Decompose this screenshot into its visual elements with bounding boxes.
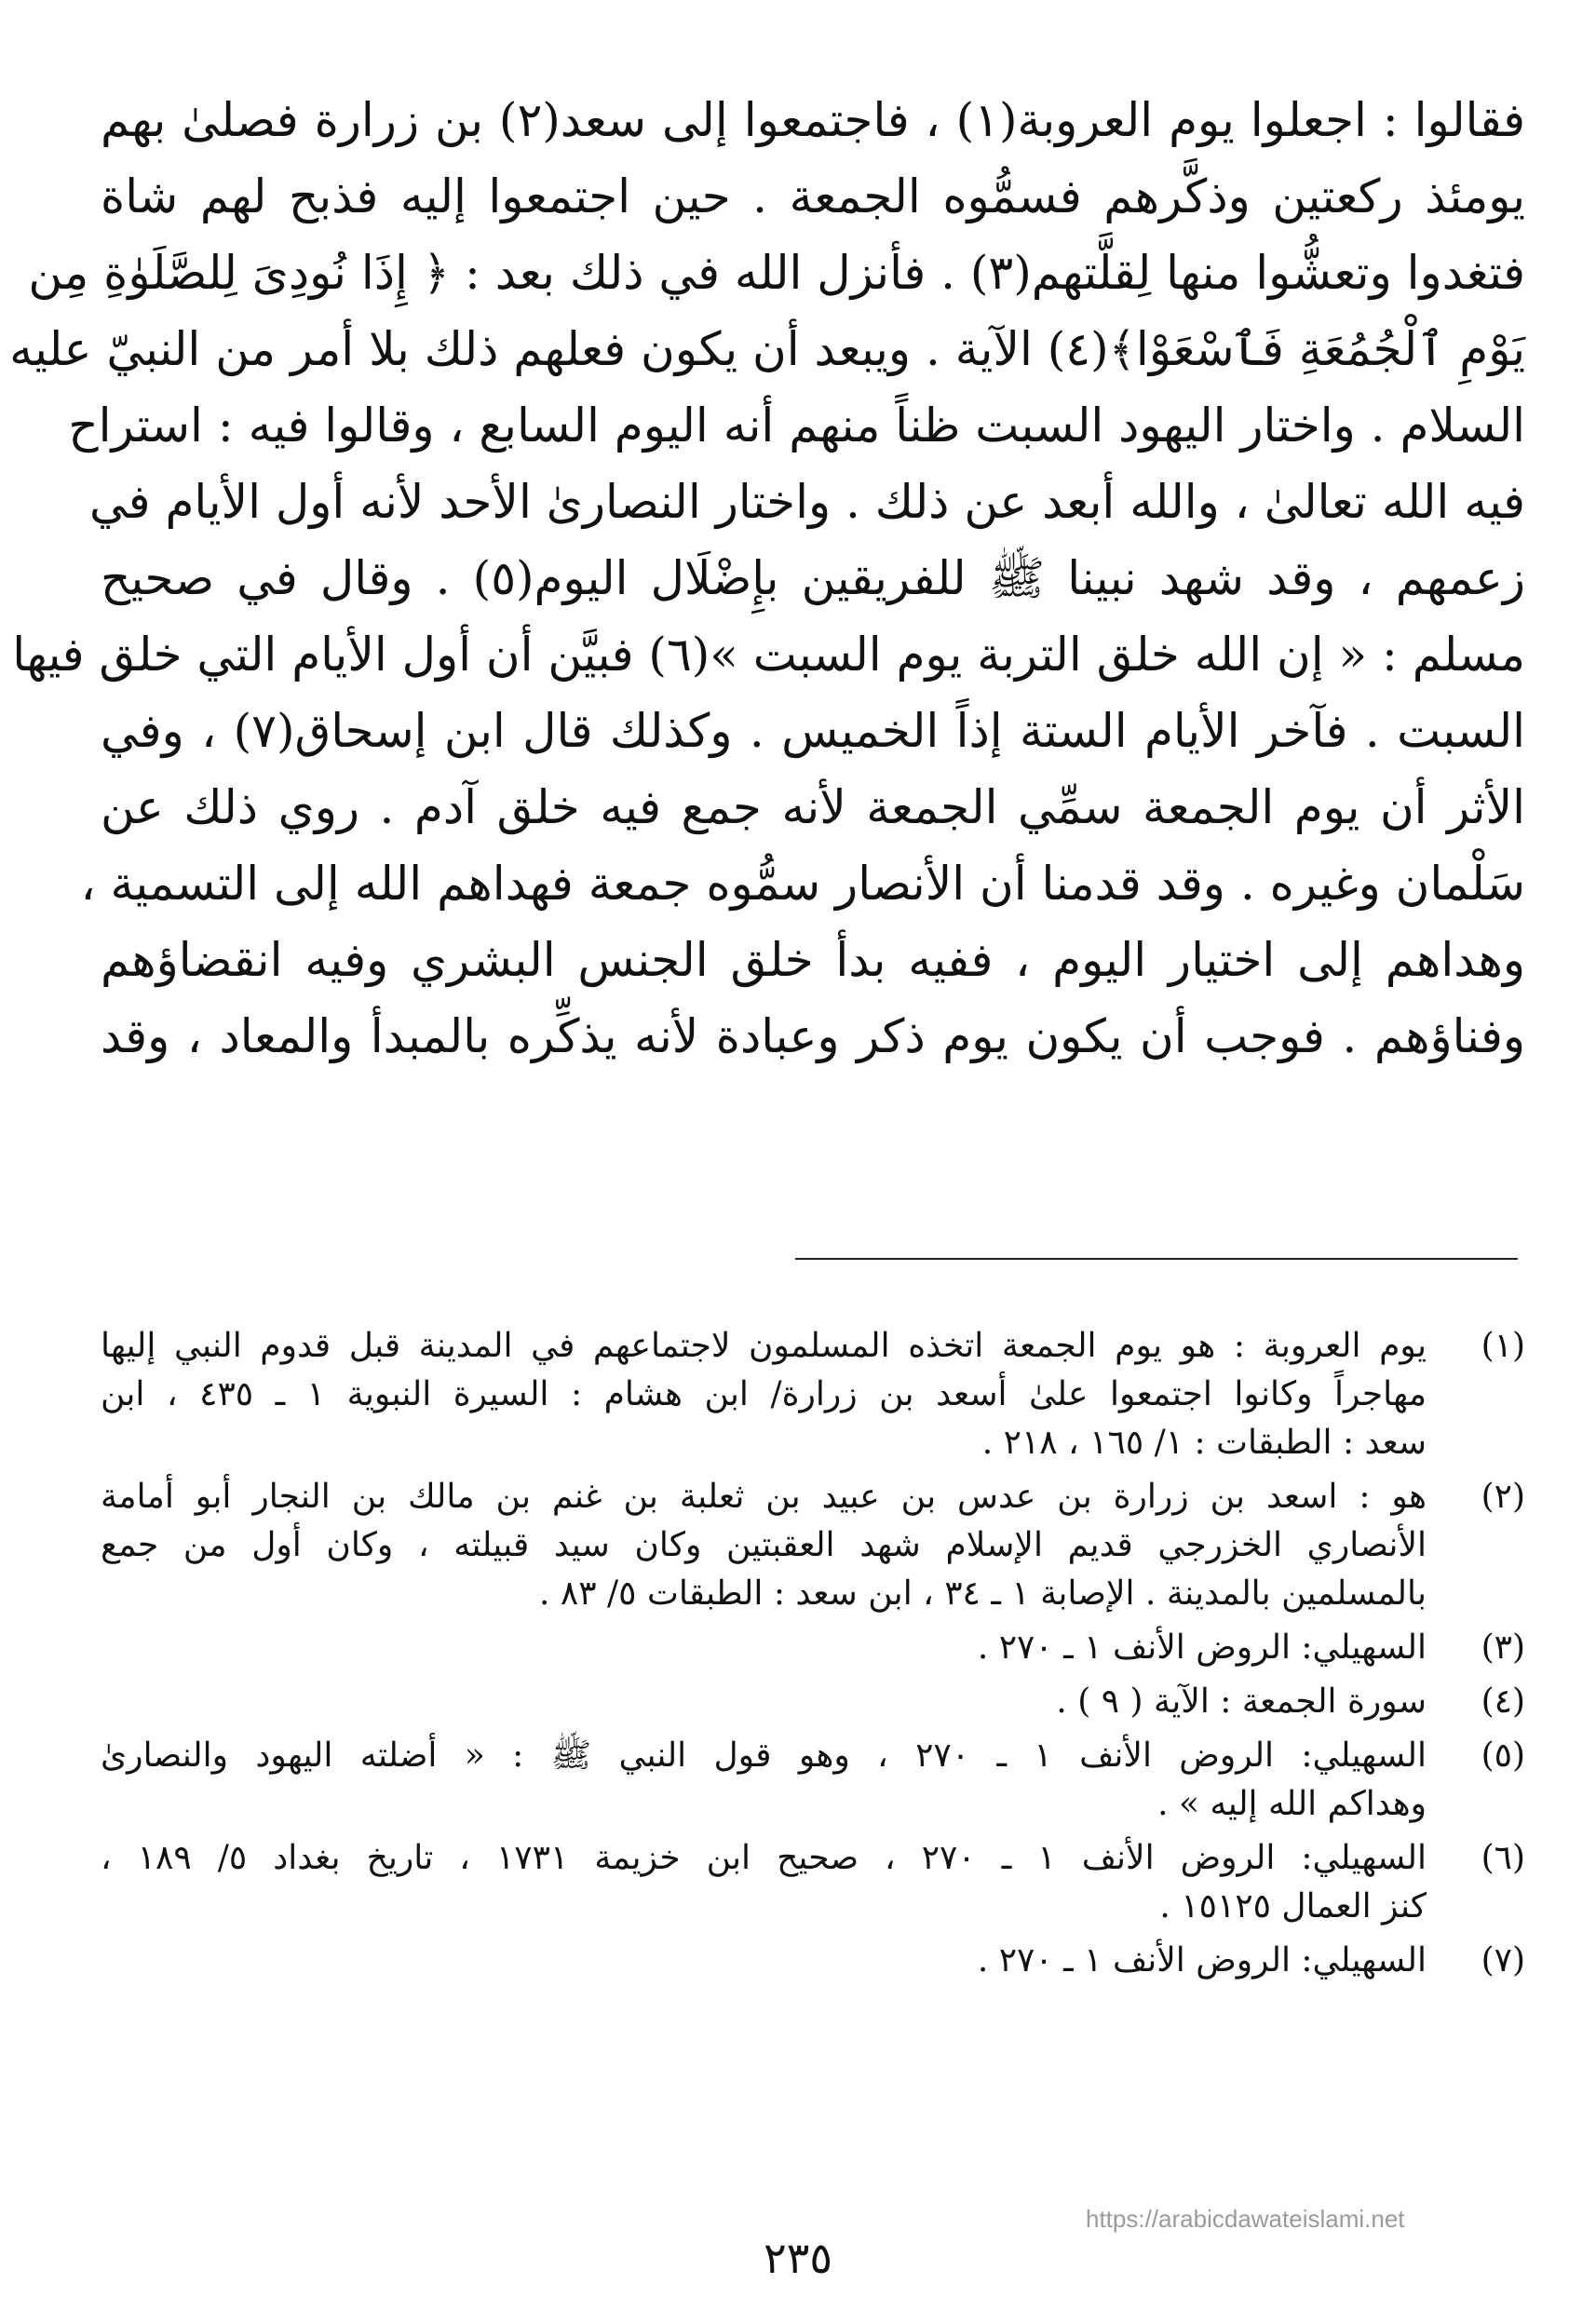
footnote-line: السهيلي: الروض الأنف ١ ـ ٢٧٠ ، وهو قول النبي ﷺ : « أضلته اليهود والنصارىٰ — [101, 1736, 1427, 1775]
footnote-line: الأنصاري الخزرجي قديم الإسلام شهد العقبتين وكان سيد قبيلته ، وكان أول من جمع — [101, 1526, 1427, 1564]
main-text — [9, 82, 1525, 1074]
body-line: مسلم : « إن الله خلق التربة يوم السبت »(٦) فبيَّن أن أول الأيام التي خلق فيها — [12, 628, 1525, 682]
footnote-line: وهداكم الله إليه » . — [1157, 1785, 1427, 1823]
footnote-1 — [101, 1322, 1525, 1467]
body-line: يومئذ ركعتين وذكَّرهم فسمُّوه الجمعة . حين اجتمعوا إليه فذبح لهم شاة — [101, 169, 1525, 223]
footnote-5 — [101, 1732, 1525, 1829]
body-line: الأثر أن يوم الجمعة سمِّي الجمعة لأنه جمع فيه خلق آدم . روي ذلك عن — [101, 780, 1525, 834]
footnote-7 — [101, 1937, 1525, 1985]
body-line: يَوْمِ ٱلْجُمُعَةِ فَٱسْعَوْا﴾(٤) الآية . ويبعد أن يكون فعلهم ذلك بلا أمر من النبيّ عليه — [9, 322, 1525, 376]
footnote-number: (٤) — [1481, 1682, 1525, 1721]
footnote-line: بالمسلمين بالمدينة . الإصابة ١ ـ ٣٤ ، ابن سعد : الطبقات ٥/ ٨٣ . — [539, 1574, 1427, 1613]
body-line: وهداهم إلى اختيار اليوم ، ففيه بدأ خلق الجنس البشري وفيه انقضاؤهم — [101, 933, 1525, 987]
footnote-3 — [101, 1624, 1525, 1672]
footnote-number: (١) — [1481, 1327, 1525, 1365]
footnote-line: سورة الجمعة : الآية ( ٩ ) . — [1056, 1682, 1427, 1721]
footnote-line: سعد : الطبقات : ١/ ١٦٥ ، ٢١٨ . — [981, 1424, 1427, 1462]
body-line: فقالوا : اجعلوا يوم العروبة(١) ، فاجتمعوا إلى سعد(٢) بن زرارة فصلىٰ بهم — [101, 93, 1525, 147]
footnotes-section — [101, 1322, 1525, 1991]
body-line: السبت . فآخر الأيام الستة إذاً الخميس . وكذلك قال ابن إسحاق(٧) ، وفي — [101, 704, 1525, 758]
watermark-url: https://arabicdawateislami.net — [1086, 2205, 1405, 2233]
footnote-number: (٧) — [1481, 1941, 1525, 1979]
footnote-4 — [101, 1678, 1525, 1726]
footnote-line: مهاجراً وكانوا اجتمعوا علىٰ أسعد بن زرارة/ ابن هشام : السيرة النبوية ١ ـ ٤٣٥ ، ابن — [101, 1375, 1427, 1413]
footnote-line: السهيلي: الروض الأنف ١ ـ ٢٧٠ . — [977, 1628, 1427, 1667]
footnote-line: هو : اسعد بن زرارة بن عدس بن عبيد بن ثعلبة بن غنم بن مالك بن النجار أبو أمامة — [101, 1478, 1427, 1516]
body-line: فيه الله تعالىٰ ، والله أبعد عن ذلك . واختار النصارىٰ الأحد لأنه أول الأيام في — [89, 475, 1525, 529]
body-line: فتغدوا وتعشُّوا منها لِقلَّتهم(٣) . فأنزل الله في ذلك بعد : ﴿ إِذَا نُودِىَ لِلصَّلَوٰةِ مِن — [28, 246, 1525, 300]
footnote-2 — [101, 1473, 1525, 1618]
body-line: وفناؤهم . فوجب أن يكون يوم ذكر وعبادة لأنه يذكِّره بالمبدأ والمعاد ، وقد — [101, 1009, 1525, 1063]
footnote-line: السهيلي: الروض الأنف ١ ـ ٢٧٠ ، صحيح ابن خزيمة ١٧٣١ ، تاريخ بغداد ٥/ ١٨٩ ، — [101, 1839, 1427, 1877]
footnote-6 — [101, 1834, 1525, 1931]
footnote-number: (٣) — [1481, 1628, 1525, 1667]
page-number: ٢٣٥ — [763, 2233, 833, 2283]
body-line: زعمهم ، وقد شهد نبينا ﷺ للفريقين بإِضْلَال اليوم(٥) . وقال في صحيح — [101, 551, 1525, 605]
footnote-separator — [795, 1258, 1518, 1260]
footnote-line: كنز العمال ١٥١٢٥ . — [1159, 1887, 1427, 1925]
body-line: سَلْمان وغيره . وقد قدمنا أن الأنصار سمُّوه جمعة فهداهم الله إلى التسمية ، — [80, 857, 1525, 911]
footnote-line: يوم العروبة : هو يوم الجمعة اتخذه المسلمون لاجتماعهم في المدينة قبل قدوم النبي إليها — [101, 1327, 1427, 1365]
footnote-line: السهيلي: الروض الأنف ١ ـ ٢٧٠ . — [977, 1941, 1427, 1979]
footnote-number: (٢) — [1481, 1478, 1525, 1516]
body-line: السلام . واختار اليهود السبت ظناً منهم أنه اليوم السابع ، وقالوا فيه : استراح — [68, 399, 1525, 453]
footnote-number: (٥) — [1481, 1736, 1525, 1775]
footnote-number: (٦) — [1481, 1839, 1525, 1877]
